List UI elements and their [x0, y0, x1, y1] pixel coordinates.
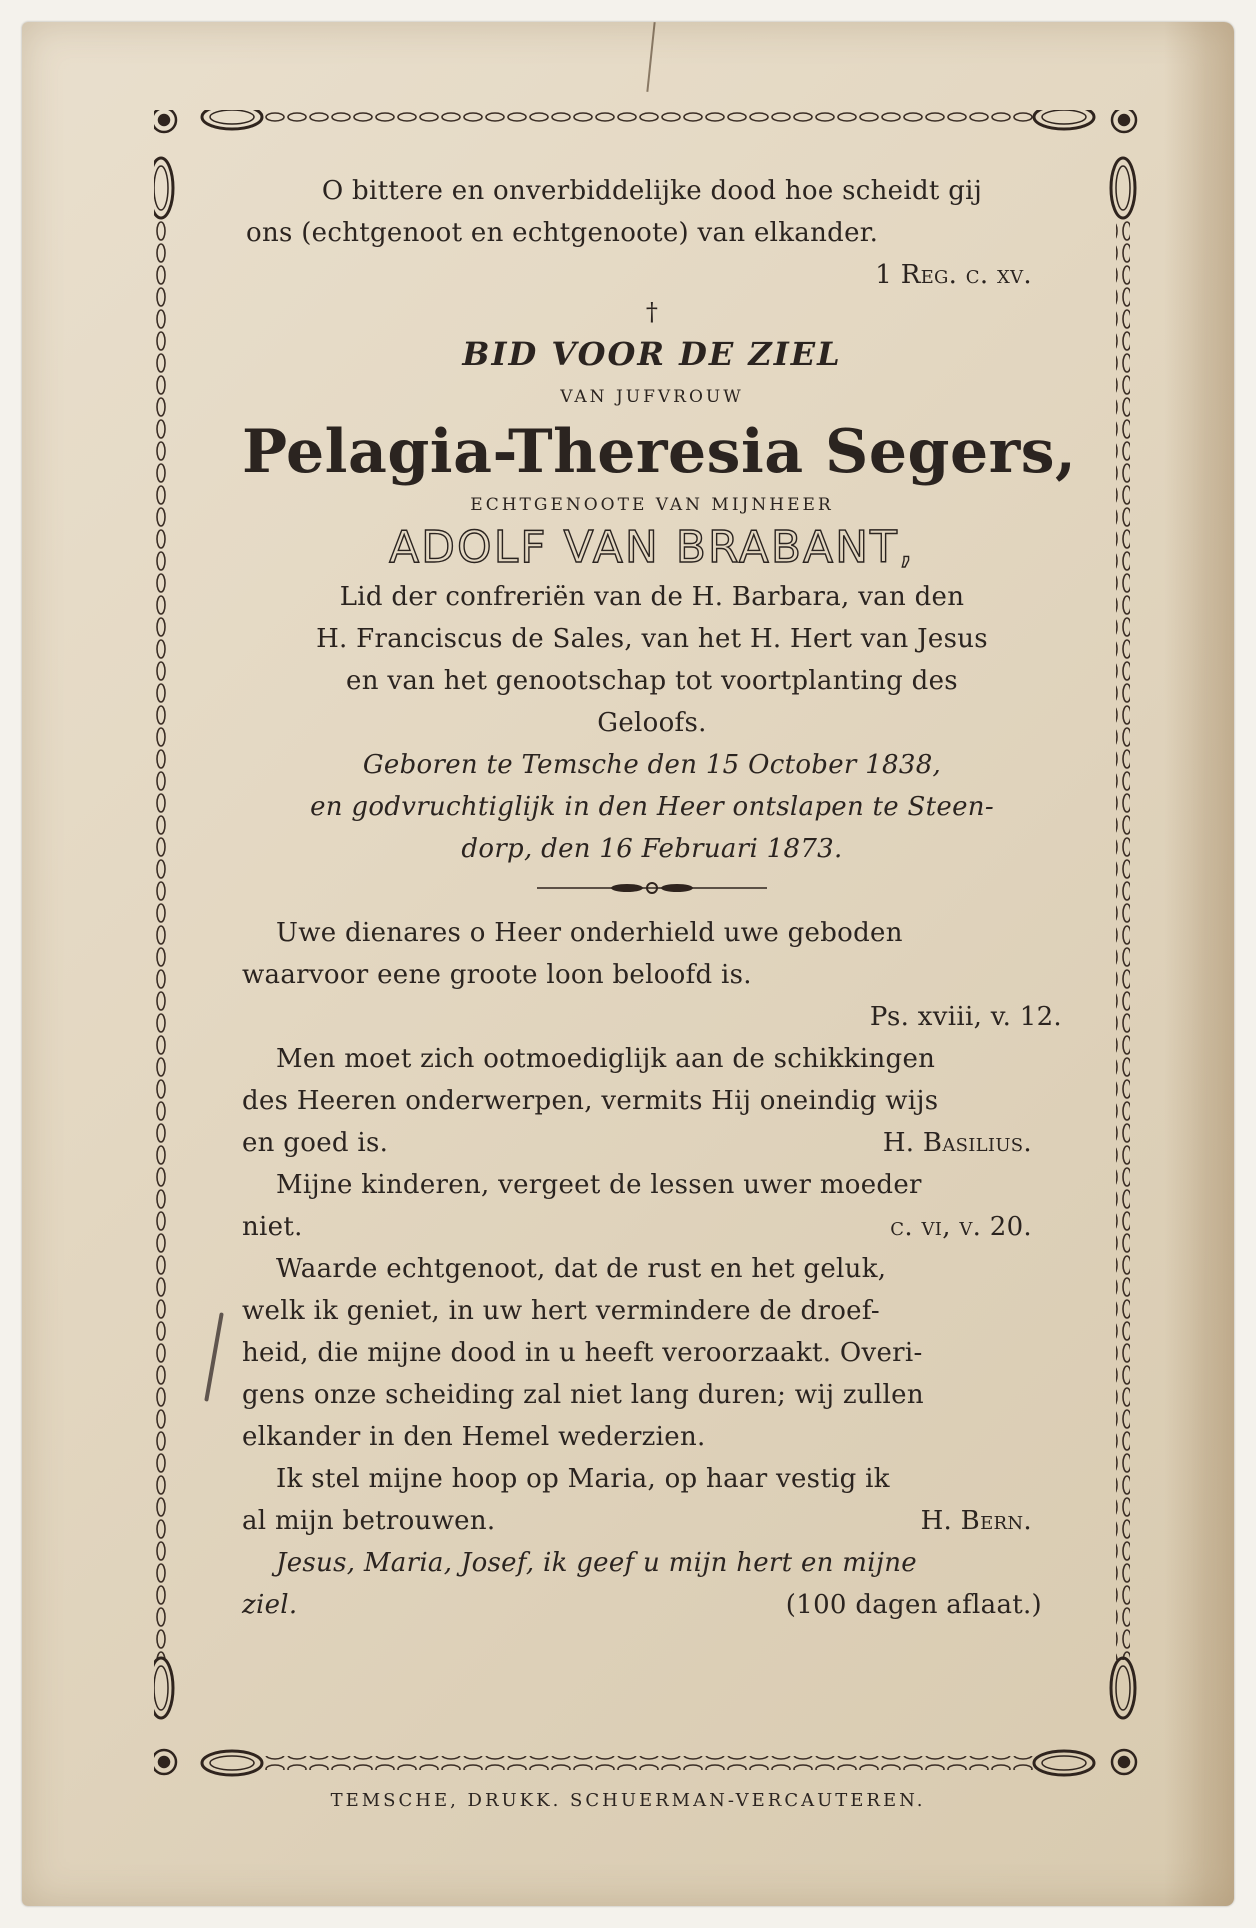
membership-line-4: Geloofs. — [597, 708, 707, 738]
prayer-heading: BID VOOR DE ZIEL — [462, 335, 842, 373]
verse4-line-3: heid, die mijne dood in u heeft veroorzaakt. Overi- — [242, 1338, 923, 1368]
verse4-line-2: welk ik geniet, in uw hert vermindere de droef- — [242, 1296, 880, 1326]
verse4-line-4: gens onze scheiding zal niet lang duren; wij zullen — [242, 1380, 924, 1410]
quote-line-2: ons (echtgenoot en echtgenoote) van elkander. — [246, 218, 879, 248]
printer-imprint: TEMSCHE, DRUKK. SCHUERMAN-VERCAUTEREN. — [330, 1790, 926, 1811]
verse5-last-line: al mijn betrouwen. — [242, 1506, 496, 1536]
verse2-reference: H. Basilius. — [882, 1128, 1032, 1158]
title-prefix: VAN JUFVROUW — [560, 387, 744, 407]
verse6-last-line: ziel. — [242, 1590, 298, 1620]
verse6-reference: (100 dagen aflaat.) — [785, 1590, 1042, 1620]
memorial-card — [22, 22, 1234, 1906]
cross-icon: † — [645, 298, 659, 326]
quote-line-1: O bittere en onverbiddelijke dood hoe scheidt gij — [321, 176, 983, 206]
membership-line-1: Lid der confreriën van de H. Barbara, van den — [339, 582, 965, 612]
verse2-last-row — [242, 1122, 1062, 1164]
dates-line-3: dorp, den 16 Februari 1873. — [461, 834, 843, 864]
verse2-last-line: en goed is. — [242, 1128, 389, 1158]
verse1-reference: Ps. xviii, v. 12. — [869, 1002, 1062, 1032]
verse5-reference: H. Bern. — [920, 1506, 1032, 1536]
verse2-line-2: des Heeren onderwerpen, vermits Hij oneindig wijs — [242, 1086, 939, 1116]
verse3-last-line: niet. — [242, 1212, 303, 1242]
card-crease — [646, 22, 655, 92]
verse2-line-1: Men moet zich ootmoediglijk aan de schikkingen — [276, 1044, 936, 1074]
verse5-line-1: Ik stel mijne hoop op Maria, op haar vestig ik — [276, 1464, 890, 1494]
card-text — [242, 170, 1077, 1626]
verse6-line-1: Jesus, Maria, Josef, ik geef u mijn hert en mijne — [276, 1548, 917, 1578]
verse3-line-1: Mijne kinderen, vergeet de lessen uwer moeder — [276, 1170, 922, 1200]
dates-line-1: Geboren te Temsche den 15 October 1838, — [362, 750, 942, 780]
verse1-line-2: waarvoor eene groote loon beloofd is. — [242, 960, 752, 990]
verse6-last-row — [242, 1584, 1062, 1626]
ornament-divider — [242, 880, 1062, 896]
membership-line-3: en van het genootschap tot voortplanting des — [346, 666, 958, 696]
card-worn-edge — [1164, 22, 1234, 1906]
verse4-line-1: Waarde echtgenoot, dat de rust en het geluk, — [276, 1254, 887, 1284]
deceased-name: Pelagia-Theresia Segers, — [242, 417, 1077, 487]
quote-reference: 1 Reg. c. xv. — [875, 260, 1032, 290]
verse1-line-1: Uwe dienares o Heer onderhield uwe geboden — [276, 918, 903, 948]
divider-ornament-icon — [537, 880, 767, 896]
dates-line-2: en godvruchtiglijk in den Heer ontslapen te Steen- — [310, 792, 994, 822]
verse5-last-row — [242, 1500, 1062, 1542]
spouse-name: ADOLF VAN BRABANT, — [389, 522, 915, 573]
verse4-line-5: elkander in den Hemel wederzien. — [242, 1422, 706, 1452]
spouse-intro: ECHTGENOOTE VAN MIJNHEER — [470, 495, 834, 515]
verse3-reference: c. vi, v. 20. — [890, 1212, 1032, 1242]
verse3-last-row — [242, 1206, 1062, 1248]
membership-line-2: H. Franciscus de Sales, van het H. Hert van Jesus — [316, 624, 988, 654]
